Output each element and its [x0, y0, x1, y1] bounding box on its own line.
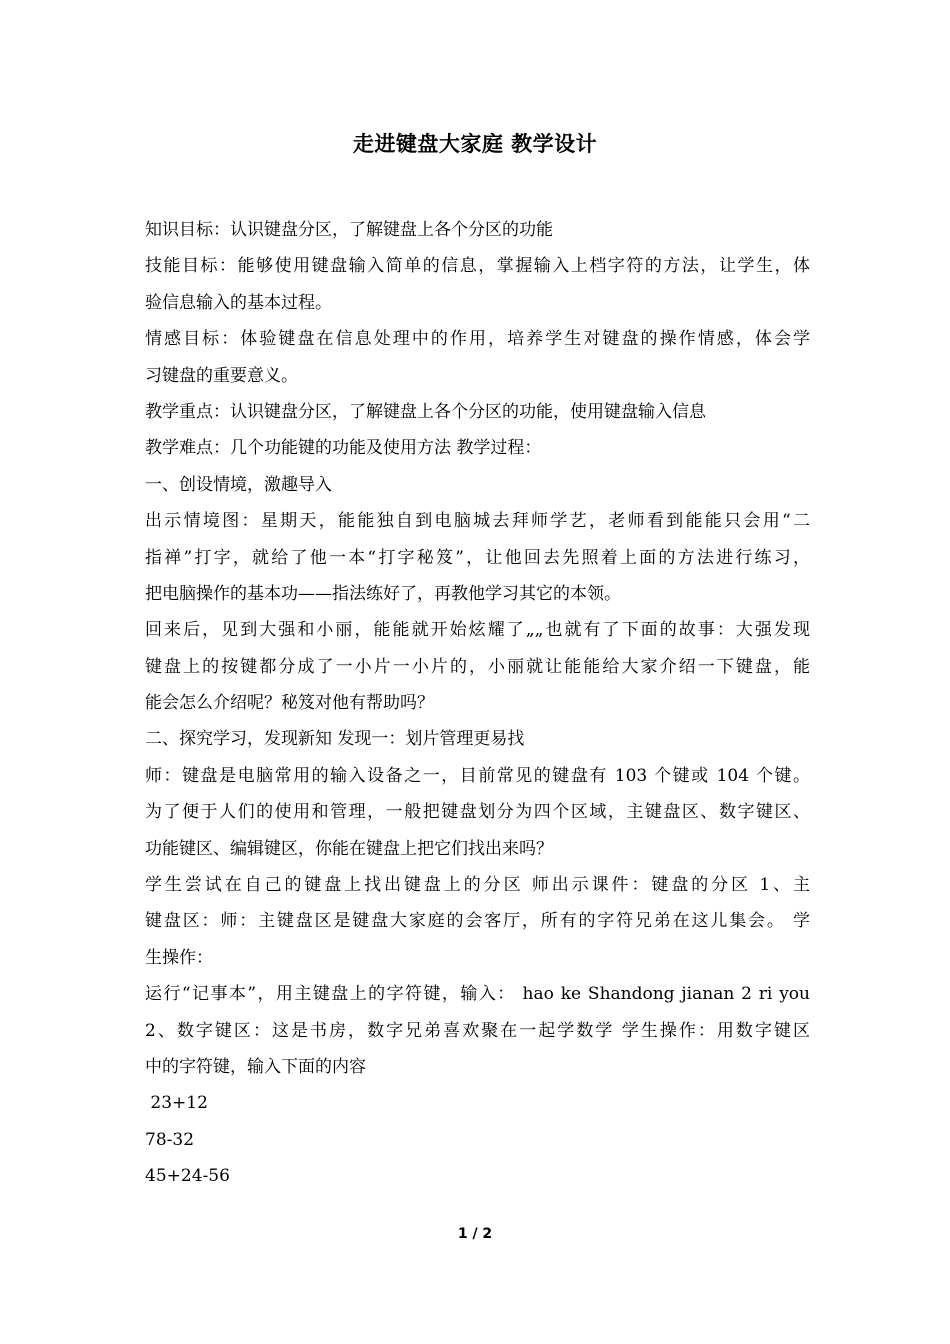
paragraph-line: 习键盘的重要意义。 — [145, 365, 298, 386]
paragraph-line: 教学重点：认识键盘分区，了解键盘上各个分区的功能，使用键盘输入信息 — [145, 401, 706, 422]
math-expression: 23+12 — [145, 1093, 208, 1114]
paragraph-line: 键盘上的按键都分成了一小片一小片的，小丽就让能能给大家介绍一下键盘，能 — [145, 656, 810, 677]
page-number: 1 / 2 — [457, 1226, 493, 1242]
math-expression: 78-32 — [145, 1129, 195, 1150]
paragraph-line: 验信息输入的基本过程。 — [145, 292, 332, 313]
paragraph-line: 学生尝试在自己的键盘上找出键盘上的分区 师出示课件：键盘的分区 1、主 — [145, 875, 810, 896]
paragraph-line: 回来后，见到大强和小丽，能能就开始炫耀了„„也就有了下面的故事：大强发现 — [145, 620, 810, 641]
paragraph-line: 指禅”打字，就给了他一本“打字秘笈”，让他回去先照着上面的方法进行练习， — [145, 547, 810, 568]
paragraph-line: 生操作： — [145, 947, 213, 968]
paragraph-line: 运行“记事本”，用主键盘上的字符键，输入： hao ke Shandong jianan 2 ri you — [145, 984, 810, 1005]
paragraph-line: 功能键区、编辑键区，你能在键盘上把它们找出来吗？ — [145, 838, 553, 859]
document-title: 走进键盘大家庭 教学设计 — [352, 132, 598, 156]
section-heading: 二、探究学习，发现新知 发现一：划片管理更易找 — [145, 729, 525, 750]
section-heading: 一、创设情境，激趣导入 — [145, 474, 332, 495]
paragraph-line: 能会怎么介绍呢？秘笈对他有帮助吗？ — [145, 693, 434, 714]
paragraph-line: 知识目标：认识键盘分区，了解键盘上各个分区的功能 — [145, 220, 553, 240]
paragraph-line: 中的字符键，输入下面的内容 — [145, 1056, 366, 1077]
paragraph-line: 把电脑操作的基本功——指法练好了，再教他学习其它的本领。 — [145, 583, 621, 604]
paragraph-line: 教学难点：几个功能键的功能及使用方法 教学过程： — [145, 438, 542, 459]
paragraph-line: 师：键盘是电脑常用的输入设备之一，目前常见的键盘有 103 个键或 104 个键。 — [145, 765, 810, 786]
paragraph-line: 键盘区：师：主键盘区是键盘大家庭的会客厅，所有的字符兄弟在这儿集会。 学 — [145, 911, 810, 932]
paragraph-line: 出示情境图：星期天，能能独自到电脑城去拜师学艺，老师看到能能只会用“二 — [145, 511, 810, 532]
paragraph-line: 技能目标：能够使用键盘输入简单的信息，掌握输入上档字符的方法，让学生，体 — [145, 256, 810, 277]
document-body — [145, 212, 810, 1195]
paragraph-line: 情感目标：体验键盘在信息处理中的作用，培养学生对键盘的操作情感，体会学 — [145, 329, 810, 350]
paragraph-line: 为了便于人们的使用和管理，一般把键盘划分为四个区域，主键盘区、数字键区、 — [145, 802, 810, 823]
math-expression: 45+24-56 — [145, 1166, 230, 1187]
paragraph-line: 2、数字键区：这是书房，数字兄弟喜欢聚在一起学数学 学生操作：用数字键区 — [145, 1020, 810, 1041]
